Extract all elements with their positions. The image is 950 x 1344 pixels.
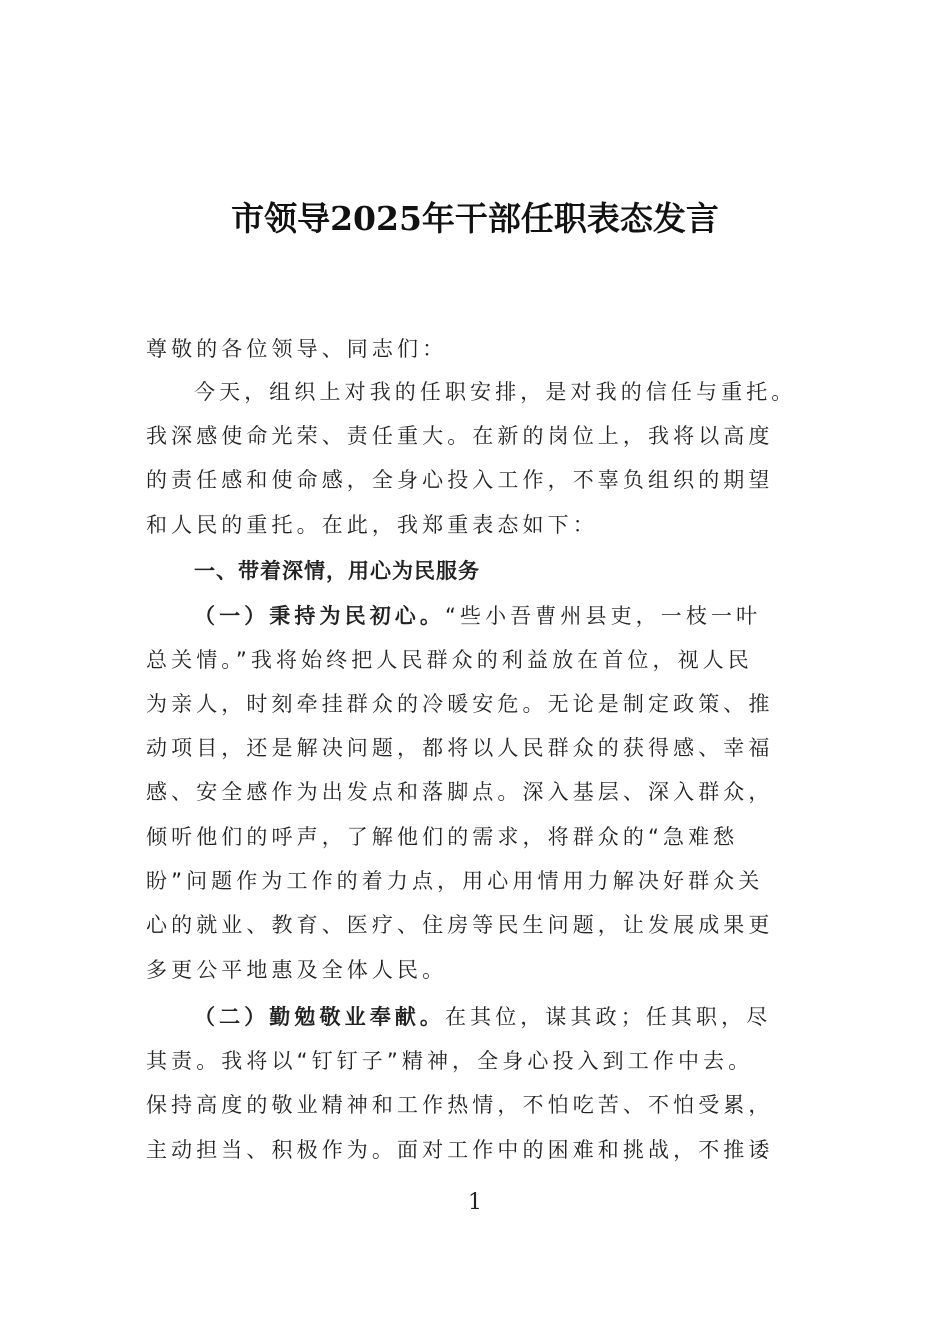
paragraph-line: 保持高度的敬业精神和工作热情，不怕吃苦、不怕受累， [146, 1093, 774, 1117]
subsection-first-line [194, 601, 761, 631]
paragraph-line: 主动担当、积极作为。面对工作中的困难和挑战，不推诿 [146, 1138, 774, 1162]
paragraph-line: 心的就业、教育、医疗、住房等民生问题，让发展成果更 [146, 913, 774, 937]
document-title: 市领导2025年干部任职表态发言 [231, 199, 719, 238]
paragraph-line: 多更公平地惠及全体人民。 [146, 958, 448, 982]
subsection-first-line [194, 1002, 771, 1032]
paragraph-text: “些小吾曹州县吏，一枝一叶 [445, 604, 762, 628]
paragraph-line: 感、安全感作为出发点和落脚点。深入基层、深入群众， [146, 780, 774, 804]
section-heading: 一、带着深情，用心为民服务 [194, 559, 480, 583]
paragraph-line: 总关情。”我将始终把人民群众的利益放在首位，视人民 [146, 648, 753, 672]
paragraph-line: 动项目，还是解决问题，都将以人民群众的获得感、幸福 [146, 736, 774, 760]
paragraph-line: 和人民的重托。在此，我郑重表态如下： [146, 513, 598, 537]
paragraph-line: 的责任感和使命感，全身心投入工作，不辜负组织的期望 [146, 468, 774, 492]
paragraph-line: 其责。我将以“钉钉子”精神，全身心投入到工作中去。 [146, 1049, 754, 1073]
subsection-title: （二）勤勉敬业奉献。 [194, 1005, 445, 1029]
subsection-title: （一）秉持为民初心。 [194, 604, 445, 628]
paragraph-text: 在其位，谋其政；任其职，尽 [445, 1005, 772, 1029]
paragraph-line: 盼”问题作为工作的着力点，用心用情用力解决好群众关 [146, 869, 764, 893]
paragraph-line: 倾听他们的呼声，了解他们的需求，将群众的“急难愁 [146, 825, 739, 849]
page-number: 1 [468, 1190, 482, 1215]
salutation: 尊敬的各位领导、同志们： [146, 337, 448, 361]
paragraph-line: 今天，组织上对我的任职安排，是对我的信任与重托。 [194, 380, 797, 404]
paragraph-line: 我深感使命光荣、责任重大。在新的岗位上，我将以高度 [146, 424, 774, 448]
paragraph-line: 为亲人，时刻牵挂群众的冷暖安危。无论是制定政策、推 [146, 692, 774, 716]
